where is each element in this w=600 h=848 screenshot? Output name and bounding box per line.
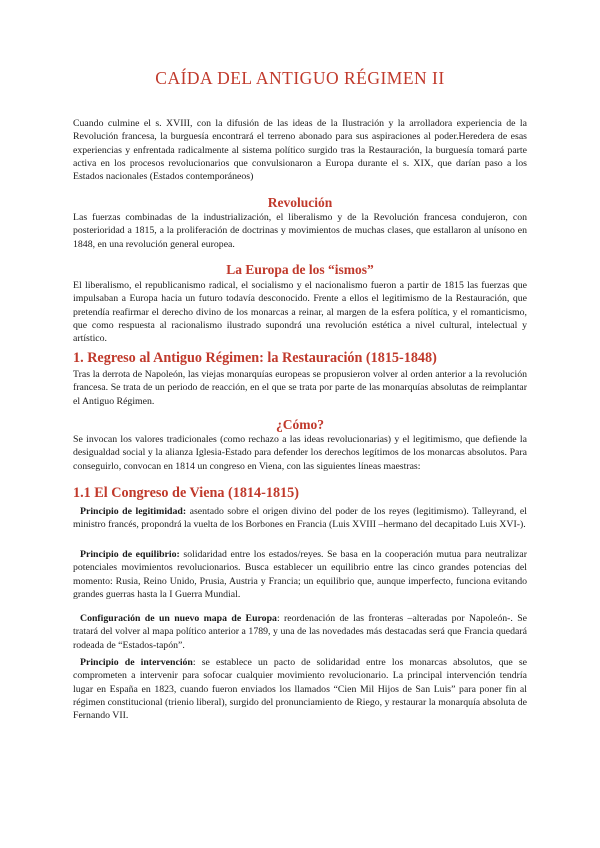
heading-como: ¿Cómo? bbox=[276, 417, 324, 432]
heading-congreso: 1.1 El Congreso de Viena (1814-1815) bbox=[73, 485, 299, 501]
item-label: Principio de equilibrio: bbox=[80, 549, 180, 560]
paragraph-ismos: El liberalismo, el republicanismo radical, el socialismo y el nacionalismo fueron a partir de 1815 las fuerzas que impulsaban a Europa hacia un futuro todavía desconocido. Frente a ellos el legitimismo de la Restauración, que pretendía reafirmar el derecho divino de los monarcas a reinar, al margen de la esfera política, y el romanticismo, que como respuesta al racionalismo ilustrado supondrá una revolución estética a nivel cultural, intelectual y artístico. bbox=[73, 280, 527, 345]
item-text: asentado sobre el origen divino del poder de los reyes (legitimismo). Talleyrand, el ministro francés, propondrá la vuelta de los Borbones en Francia (Luis XVIII –hermano del decapitado Luis XVI-). bbox=[73, 506, 527, 531]
intro-paragraph: Cuando culmine el s. XVIII, con la difusión de las ideas de la Ilustración y la arrolladora experiencia de la Revolución francesa, la burguesía encontrará el terreno abonado para sus aspiraciones al poder.Heredera de esas experiencias y enfrentada radicalmente al sistema político surgido tras la Restauración, la burguesía tomará parte activa en los procesos revolucionarios que convulsionaron a Europa durante el s. XIX, que darían paso a los Estados nacionales (Estados contemporáneos) bbox=[73, 118, 527, 183]
paragraph-revolucion: Las fuerzas combinadas de la industrialización, el liberalismo y de la Revolución francesa condujeron, con posterioridad a 1815, a la proliferación de doctrinas y movimientos de muchas clases, que estallaron al unísono en 1848, en una revolución general europea. bbox=[73, 212, 527, 250]
item-label: Configuración de un nuevo mapa de Europa bbox=[80, 613, 277, 624]
item-text: : reordenación de las fronteras –alteradas por Napoleón-. Se tratará del volver al mapa político anterior a 1789, y una de las novedades más destacadas será que Francia quedará rodeada de “Estados-tapón”. bbox=[73, 613, 527, 651]
list-item-legitimidad bbox=[73, 505, 527, 532]
paragraph-regreso: Tras la derrota de Napoleón, las viejas monarquías europeas se propusieron volver al orden anterior a la revolución francesa. Se trata de un periodo de reacción, en el que se trata por parte de las monarquías absolutas de reimplantar el Antiguo Régimen. bbox=[73, 369, 527, 407]
heading-ismos: La Europa de los “ismos” bbox=[226, 262, 374, 277]
paragraph-como: Se invocan los valores tradicionales (como rechazo a las ideas revolucionarias) y el legitimismo, que defiende la desigualdad social y la alianza Iglesia-Estado para defender los derechos legítimos de los monarcas absolutos. Para conseguirlo, convocan en 1814 un congreso en Viena, con las siguientes líneas maestras: bbox=[73, 434, 527, 472]
list-item-mapa bbox=[73, 612, 527, 652]
heading-revolucion: Revolución bbox=[267, 195, 333, 210]
item-label: Principio de intervención bbox=[80, 657, 193, 668]
heading-regreso: 1. Regreso al Antiguo Régimen: la Restauración (1815-1848) bbox=[73, 350, 437, 366]
list-item-intervencion bbox=[73, 656, 527, 722]
list-item-equilibrio bbox=[73, 548, 527, 601]
item-label: Principio de legitimidad: bbox=[80, 506, 187, 517]
page-title: CAÍDA DEL ANTIGUO RÉGIMEN II bbox=[155, 68, 445, 88]
item-text: : se establece un pacto de solidaridad entre los monarcas absolutos, que se comprometen a intervenir para sofocar cualquier movimiento revolucionario. La principal intervención tendría lugar en España en 1823, cuando fueron enviados los llamados “Cien Mil Hijos de San Luis” para poner fin al régimen constitucional (trienio liberal), surgido del pronunciamiento de Riego, y restaurar la monarquía absoluta de Fernando VII. bbox=[73, 657, 527, 722]
item-text: solidaridad entre los estados/reyes. Se basa en la cooperación mutua para neutralizar potenciales movimientos revolucionarios. Busca establecer un equilibrio entre las cinco grandes potencias del momento: Rusia, Reino Unido, Prusia, Austria y Francia; un equilibrio que, aunque imperfecto, funciona evitando grandes guerras hasta la I Guerra Mundial. bbox=[73, 549, 527, 600]
